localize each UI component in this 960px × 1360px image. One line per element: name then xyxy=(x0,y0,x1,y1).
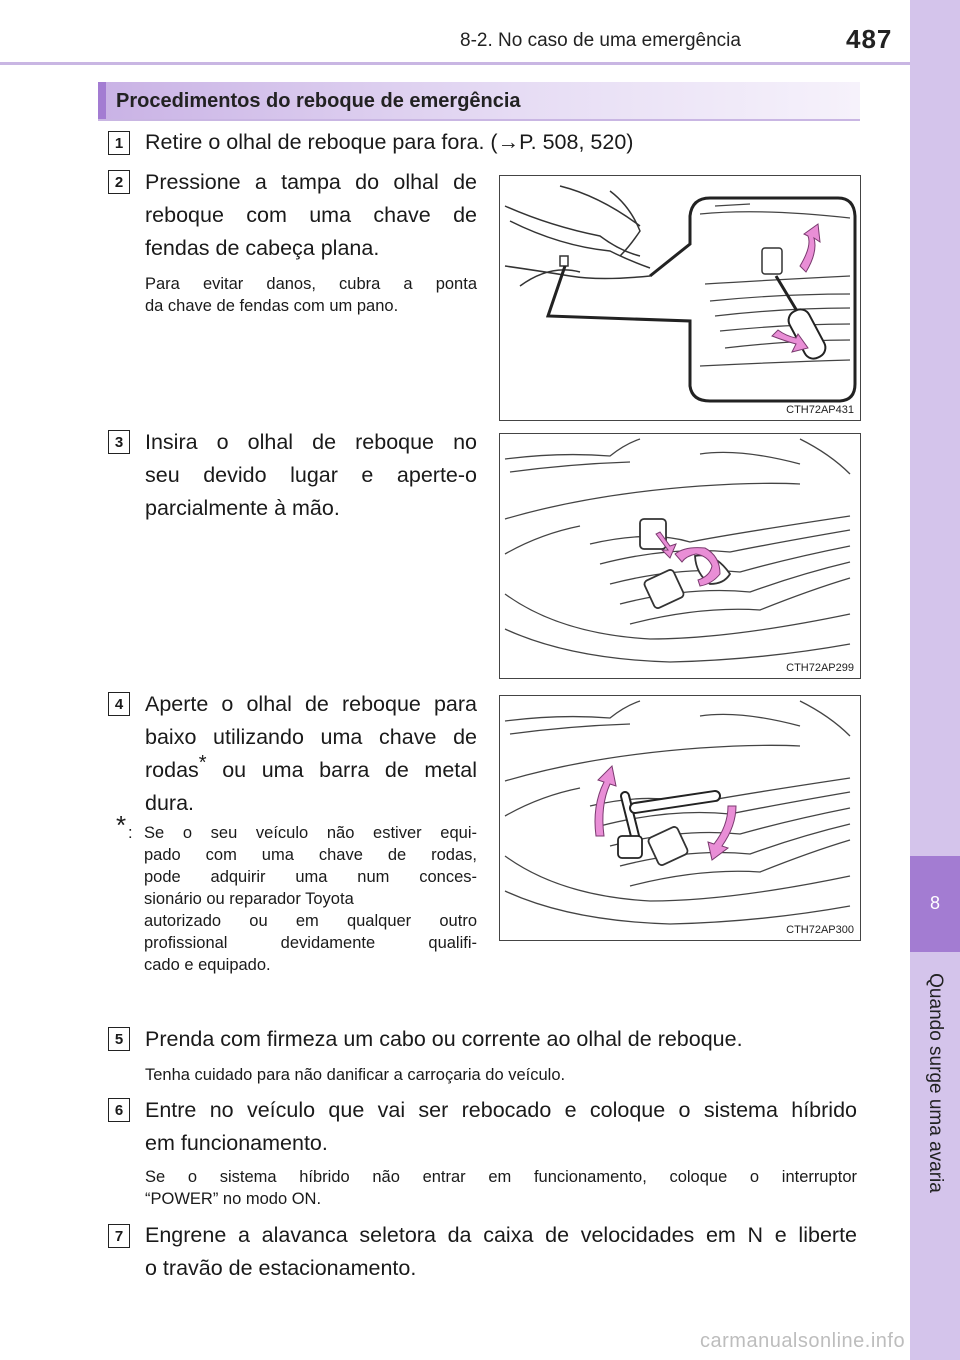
note-line: cado e equipado. xyxy=(144,956,271,974)
step-4-phrase: ou uma barra de metal xyxy=(222,758,478,782)
step-4-word: rodas xyxy=(145,758,199,782)
figure-code: CTH72AP300 xyxy=(786,924,854,936)
footnote-colon: : xyxy=(128,824,133,842)
step-2-note xyxy=(145,273,477,317)
note-line: “POWER” no modo ON. xyxy=(145,1190,322,1208)
step-3-line: parcialmente à mão. xyxy=(145,496,340,520)
note-line: pado com uma chave de rodas, xyxy=(144,846,477,864)
step-1-text: Retire o olhal de reboque para fora. (→P. 508, 520) xyxy=(145,130,634,154)
step-number-6: 6 xyxy=(108,1098,130,1122)
step-6-text xyxy=(145,1094,857,1160)
step-4-line: dura. xyxy=(145,791,195,815)
figure-tow-cover-removal xyxy=(499,175,861,421)
chapter-number: 8 xyxy=(929,893,940,913)
step-6-note xyxy=(145,1166,857,1210)
figure-code: CTH72AP431 xyxy=(786,404,854,416)
figure-illustration xyxy=(500,434,861,679)
note-text: Se o seu veículo não estiver equi- xyxy=(144,824,477,842)
figure-tighten-tow-eye xyxy=(499,695,861,941)
footnote-star: * xyxy=(116,810,127,840)
step-4-text xyxy=(145,688,477,820)
footnote-marker: * xyxy=(198,751,207,774)
step-6-line: em funcionamento. xyxy=(145,1131,328,1155)
step-7-text xyxy=(145,1219,857,1285)
step-3-text xyxy=(145,426,477,525)
figure-code: CTH72AP299 xyxy=(786,662,854,674)
step-2-line: reboque com uma chave de xyxy=(145,203,477,227)
step-4-line: Aperte o olhal de reboque para xyxy=(145,692,477,716)
note-line: profissional devidamente qualifi- xyxy=(144,934,477,952)
step-number-3: 3 xyxy=(108,430,130,454)
step-number-2: 2 xyxy=(108,170,130,194)
step-number-7: 7 xyxy=(108,1224,130,1248)
step-4-line xyxy=(145,751,478,787)
note-line xyxy=(116,810,477,844)
step-2-line: fendas de cabeça plana. xyxy=(145,236,380,260)
note-line: sionário ou reparador Toyota xyxy=(144,890,354,908)
step-number-4: 4 xyxy=(108,692,130,716)
step-5-text: Prenda com firmeza um cabo ou corrente ao olhal de reboque. xyxy=(145,1027,743,1051)
header-divider xyxy=(0,62,910,65)
section-title-accent xyxy=(98,82,106,120)
note-line: Para evitar danos, cubra a ponta xyxy=(145,275,477,293)
step-4-footnote xyxy=(116,810,477,976)
step-number-5: 5 xyxy=(108,1027,130,1051)
step-7-line: o travão de estacionamento. xyxy=(145,1256,417,1280)
section-reference: 8-2. No caso de uma emergência xyxy=(460,30,741,51)
step-number-1: 1 xyxy=(108,131,130,155)
chapter-title: Quando surge uma avaria xyxy=(925,973,946,1193)
figure-insert-tow-eye xyxy=(499,433,861,679)
watermark: carmanualsonline.info xyxy=(700,1330,906,1352)
step-4-line: baixo utilizando uma chave de xyxy=(145,725,477,749)
note-line: da chave de fendas com um pano. xyxy=(145,297,399,315)
step-2-text xyxy=(145,166,477,265)
step-2-line: Pressione a tampa do olhal de xyxy=(145,170,477,194)
note-line: pode adquirir uma num conces- xyxy=(144,868,477,886)
section-title: Procedimentos do reboque de emergência xyxy=(116,90,521,112)
step-6-line: Entre no veículo que vai ser rebocado e coloque o sistema híbrido xyxy=(145,1098,857,1122)
figure-illustration xyxy=(500,696,861,941)
step-5-note: Tenha cuidado para não danificar a carroçaria do veículo. xyxy=(145,1066,566,1084)
step-3-line: Insira o olhal de reboque no xyxy=(145,430,477,454)
section-title-underline xyxy=(98,119,860,121)
note-line: Se o sistema híbrido não entrar em funcionamento, coloque o interruptor xyxy=(145,1168,857,1186)
figure-illustration xyxy=(500,176,861,421)
note-line: autorizado ou em qualquer outro xyxy=(144,912,477,930)
page-number: 487 xyxy=(846,24,893,54)
step-7-line: Engrene a alavanca seletora da caixa de velocidades em N e liberte xyxy=(145,1223,857,1247)
step-3-line: seu devido lugar e aperte-o xyxy=(145,463,477,487)
